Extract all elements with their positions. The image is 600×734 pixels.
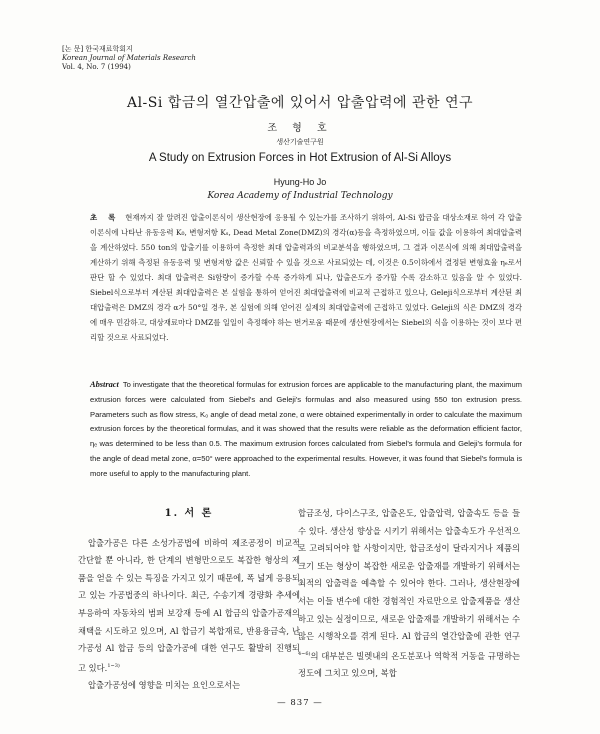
journal-line-3: Vol. 4, No. 7 (1994): [62, 63, 131, 71]
intro-paragraph-1-text: 압출가공은 다른 소성가공법에 비하여 제조공정이 비교적 간단할 뿐 아니라, 한 단계의 변형만으로도 복잡한 형상의 제품을 얻을 수 있는 특징을 가지고 있기 때문에, 폭 넓게 응용되고 있는 가공법중의 하나이다. 최근, 수송기계 경량화 추세에 부응하여 자동차의 범퍼 보강재 등에 Al 합금의 압출가공재의 채택을 시도하고 있으며, Al 합금기 복합재료, 반용융금속, 난가공성 Al 합금 등의 압출가공에 대한 연구도 활발히 진행되고 있다.: [78, 537, 300, 673]
author-korean: 조 형 호: [267, 123, 333, 134]
title-korean: Al-Si 합금의 열간압출에 있어서 압출압력에 관한 연구: [126, 95, 474, 111]
left-column: [78, 505, 300, 695]
abstract-korean: [90, 210, 522, 345]
section-heading: 1. 서 론: [164, 508, 214, 519]
abstract-english: [90, 378, 522, 482]
author-english: Hyung-Ho Jo: [273, 177, 327, 187]
journal-reference: [62, 45, 196, 72]
intro-ref-1: 1~3): [107, 662, 120, 669]
right-paragraph-text-2: 의 대부분은 빌렛내의 온도분포나 역학적 거동을 규명하는 정도에 그치고 있으며, 복합: [298, 650, 520, 679]
abstract-korean-label: 초 록: [90, 213, 120, 222]
title-english: A Study on Extrusion Forces in Hot Extrusion of Al-Si Alloys: [148, 152, 452, 164]
page-number: — 837 —: [277, 698, 323, 708]
intro-paragraph-1: [78, 535, 300, 678]
affiliation-korean: 생산기술연구원: [276, 138, 324, 146]
abstract-english-label: Abstract: [90, 380, 119, 389]
affiliation-english: Korea Academy of Industrial Technology: [207, 191, 393, 201]
right-column: [298, 505, 520, 683]
right-paragraph: [298, 505, 520, 683]
journal-line-2: Korean Journal of Materials Research: [62, 54, 196, 62]
abstract-korean-text: 현재까지 잘 알려진 압출이론식이 생산현장에 응용될 수 있는가를 조사하기 위하여, Al-Si 합금을 대상소재로 하여 각 압출이론식에 나타난 유동응력 K₀, 변형저항 Kₛ, Dead Metal Zone(DMZ)의 경각(α)등을 측정하였으며, 이들 값을 이용하여 최대압출력을 계산하였다. 550 ton의 압출기를 이용하여 측정한 최대 압출력과의 비교분석을 행하였으며, 그 결과 이론식에 의해 최대압출력을 계산하기 위해 측정된 유동응력 및 변형저항 값은 신뢰할 수 있을 것으로 사료되었는 데, 이것은 0.5이하에서 결정된 변형효율 ηₑ로서 판단 할 수 있었다. 최대 압출력은 Si함량이 증가할 수록 증가하게 되나, 압출온도가 증가할 수록 감소하고 있음을 알 수 있었다. Siebel식으로부터 계산된 최대압출력은 본 실험을 통하여 얻어진 최대압출력에 비교적 근접하고 있으나, Geleji식으로부터 계산된 최대압출력은 DMZ의 경각 α가 50°일 경우, 본 실험에 의해 얻어진 실제의 최대압출력에 근접하고 있었다. Geleji의 식은 DMZ의 경각에 매우 민감하고, 대상재료마다 DMZ를 일일이 측정해야 하는 번거로움 때문에 생산현장에서는 Siebel의 식을 이용하는 것이 보다 편리할 것으로 사료되었다.: [90, 213, 522, 342]
right-paragraph-text: 합금조성, 다이스구조, 압출온도, 압출압력, 압출속도 등을 들 수 있다. 생산성 향상을 시키기 위해서는 압출속도가 우선적으로 고려되어야 할 사항이지만, 합금조성이 달라지거나 제품의 크기 또는 형상이 복잡한 새로운 압출재를 개발하기 위해서는 최적의 압출력을 예측할 수 있어야 한다. 그러나, 생산현장에서는 이들 변수에 대한 경험적인 자료만으로 압출제품을 생산하고 있는 실정이므로, 새로운 압출재를 개발하기 위해서는 수많은 시행착오를 겪게 된다. Al 합금의 열간압출에 관한 연구: [298, 508, 520, 642]
intro-ref-2: 4~6): [298, 650, 311, 657]
abstract-english-text: To investigate that the theoretical formulas for extrusion forces are applicable to the manufacturing plant, the maximum extrusion forces were calculated from Siebel's and Geleji's formulas and also measured using 550 ton extrusion press. Parameters such as flow stress, K₀ angle of dead metal zone, α were obtained experimentally in order to calculate the maximum extrusion forces by the theoretical formulas, and it was showed that the results were reliable as the deformation efficient factor, ηₑ was determined to be less than 0.5. The maximum extrusion forces calculated from Siebel's formula and Geleji's formula for the angle of dead metal zone, α=50° were approached to the experimental results. However, it was found that Siebel's formula is more useful to apply to the manufacturing plant.: [90, 380, 522, 478]
intro-paragraph-2: 압출가공성에 영향을 미치는 요인으로서는: [87, 680, 241, 691]
journal-line-1: [논 문] 한국재료학회지: [62, 45, 133, 53]
